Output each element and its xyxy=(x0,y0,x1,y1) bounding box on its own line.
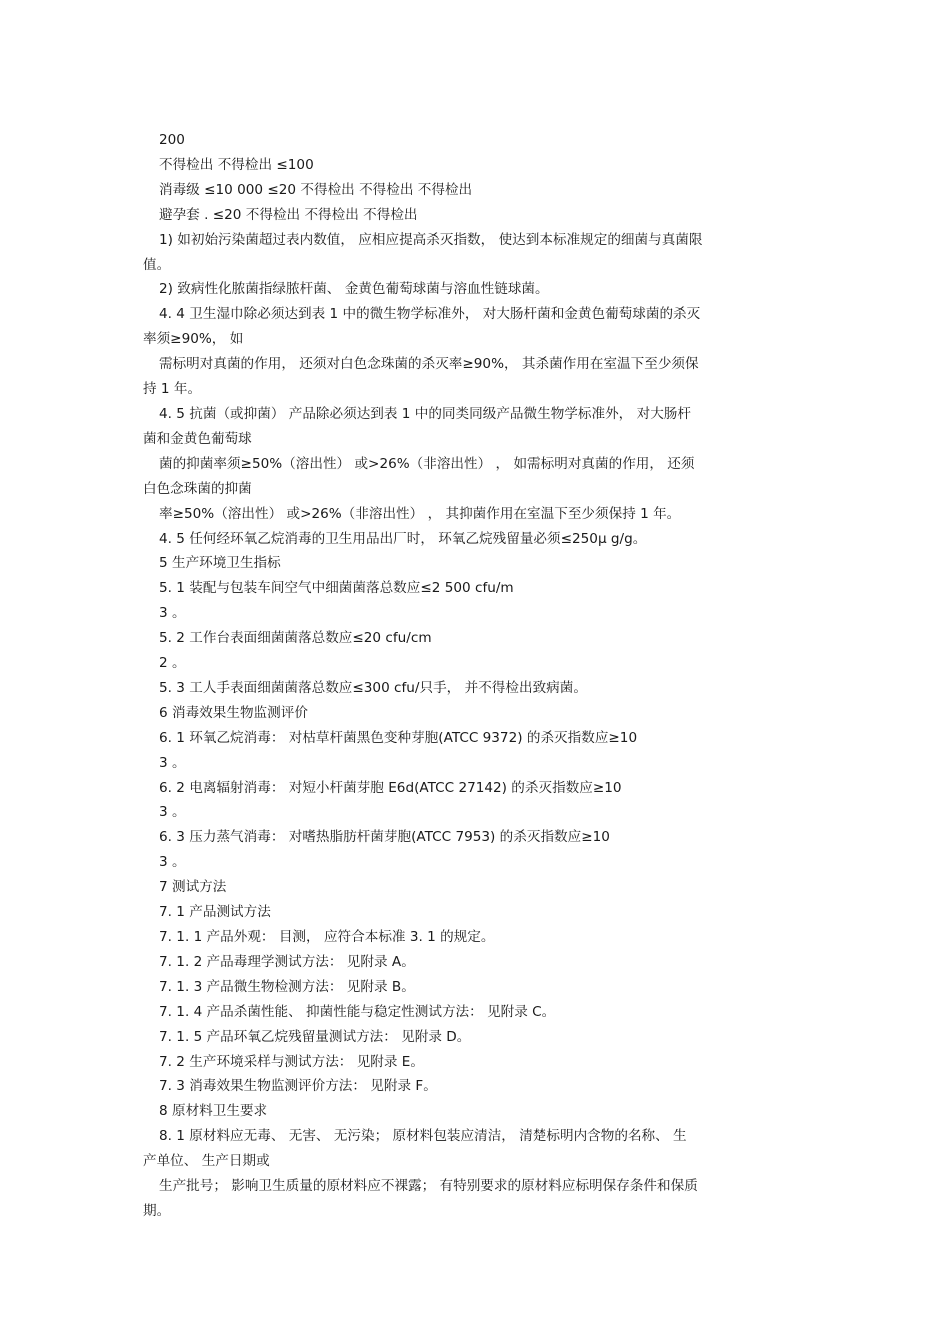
text-line: 7. 1. 3 产品微生物检测方法： 见附录 B。 xyxy=(159,978,415,995)
text-line: 率须≥90%， 如 xyxy=(143,331,244,348)
text-line: 菌和金黄色葡萄球 xyxy=(143,430,252,447)
text-line: 7. 1 产品测试方法 xyxy=(159,904,271,921)
text-line: 7. 1. 4 产品杀菌性能、 抑菌性能与稳定性测试方法： 见附录 C。 xyxy=(159,1003,556,1020)
text-line: 5. 3 工人手表面细菌菌落总数应≤300 cfu/只手， 并不得检出致病菌。 xyxy=(159,679,587,696)
text-line: 期。 xyxy=(143,1202,171,1219)
text-line: 7. 1. 2 产品毒理学测试方法： 见附录 A。 xyxy=(159,953,415,970)
text-line: 5 生产环境卫生指标 xyxy=(159,555,281,572)
text-line: 消毒级 ≤10 000 ≤20 不得检出 不得检出 不得检出 xyxy=(159,181,473,198)
text-line: 8. 1 原材料应无毒、 无害、 无污染； 原材料包装应清洁， 清楚标明内含物的名称、 生 xyxy=(159,1128,687,1145)
text-line: 需标明对真菌的作用， 还须对白色念珠菌的杀灭率≥90%， 其杀菌作用在室温下至少须保 xyxy=(159,356,699,373)
text-line: 6. 3 压力蒸气消毒： 对嗜热脂肪杆菌芽胞(ATCC 7953) 的杀灭指数应≥10 xyxy=(159,829,610,846)
text-line: 1) 如初始污染菌超过表内数值， 应相应提高杀灭指数， 使达到本标准规定的细菌与真菌限 xyxy=(159,231,703,248)
text-line: 产单位、 生产日期或 xyxy=(143,1153,270,1170)
text-line: 7. 3 消毒效果生物监测评价方法： 见附录 F。 xyxy=(159,1078,437,1095)
text-line: 4. 4 卫生湿巾除必须达到表 1 中的微生物学标准外， 对大肠杆菌和金黄色葡萄球菌的杀灭 xyxy=(159,306,701,323)
text-line: 持 1 年。 xyxy=(143,381,202,398)
text-line: 菌的抑菌率须≥50%（溶出性） 或>26%（非溶出性） ， 如需标明对真菌的作用， 还须 xyxy=(159,455,695,472)
text-line: 6. 1 环氧乙烷消毒： 对枯草杆菌黑色变种芽胞(ATCC 9372) 的杀灭指数应≥10 xyxy=(159,729,638,746)
text-line: 4. 5 任何经环氧乙烷消毒的卫生用品出厂时， 环氧乙烷残留量必须≤250μ g/g。 xyxy=(159,530,647,547)
text-line: 3 。 xyxy=(159,754,186,771)
text-line: 避孕套 . ≤20 不得检出 不得检出 不得检出 xyxy=(159,206,418,223)
text-line: 不得检出 不得检出 ≤100 xyxy=(159,156,314,173)
text-line: 7 测试方法 xyxy=(159,879,227,896)
text-line: 白色念珠菌的抑菌 xyxy=(143,480,252,497)
text-line: 值。 xyxy=(143,256,171,273)
text-line: 4. 5 抗菌（或抑菌） 产品除必须达到表 1 中的同类同级产品微生物学标准外， 对大肠杆 xyxy=(159,405,691,422)
text-line: 6 消毒效果生物监测评价 xyxy=(159,704,308,721)
text-line: 生产批号； 影响卫生质量的原材料应不裸露； 有特别要求的原材料应标明保存条件和保质 xyxy=(159,1178,698,1195)
document-page xyxy=(143,128,805,1224)
text-line: 3 。 xyxy=(159,605,186,622)
text-line: 7. 1. 5 产品环氧乙烷残留量测试方法： 见附录 D。 xyxy=(159,1028,471,1045)
text-line: 5. 2 工作台表面细菌菌落总数应≤20 cfu/cm xyxy=(159,630,432,647)
text-line: 2) 致病性化脓菌指绿脓杆菌、 金黄色葡萄球菌与溶血性链球菌。 xyxy=(159,281,549,298)
text-line: 2 。 xyxy=(159,655,186,672)
text-line: 7. 2 生产环境采样与测试方法： 见附录 E。 xyxy=(159,1053,424,1070)
text-line: 200 xyxy=(159,132,185,148)
text-line: 3 。 xyxy=(159,804,186,821)
text-line: 6. 2 电离辐射消毒： 对短小杆菌芽胞 E6d(ATCC 27142) 的杀灭指数应≥10 xyxy=(159,779,622,796)
text-line: 率≥50%（溶出性） 或>26%（非溶出性） ， 其抑菌作用在室温下至少须保持 1 年。 xyxy=(159,505,681,522)
text-line: 3 。 xyxy=(159,854,186,871)
text-line: 5. 1 装配与包装车间空气中细菌菌落总数应≤2 500 cfu/m xyxy=(159,580,514,597)
text-line: 7. 1. 1 产品外观： 目测， 应符合本标准 3. 1 的规定。 xyxy=(159,929,495,945)
text-line: 8 原材料卫生要求 xyxy=(159,1103,268,1120)
